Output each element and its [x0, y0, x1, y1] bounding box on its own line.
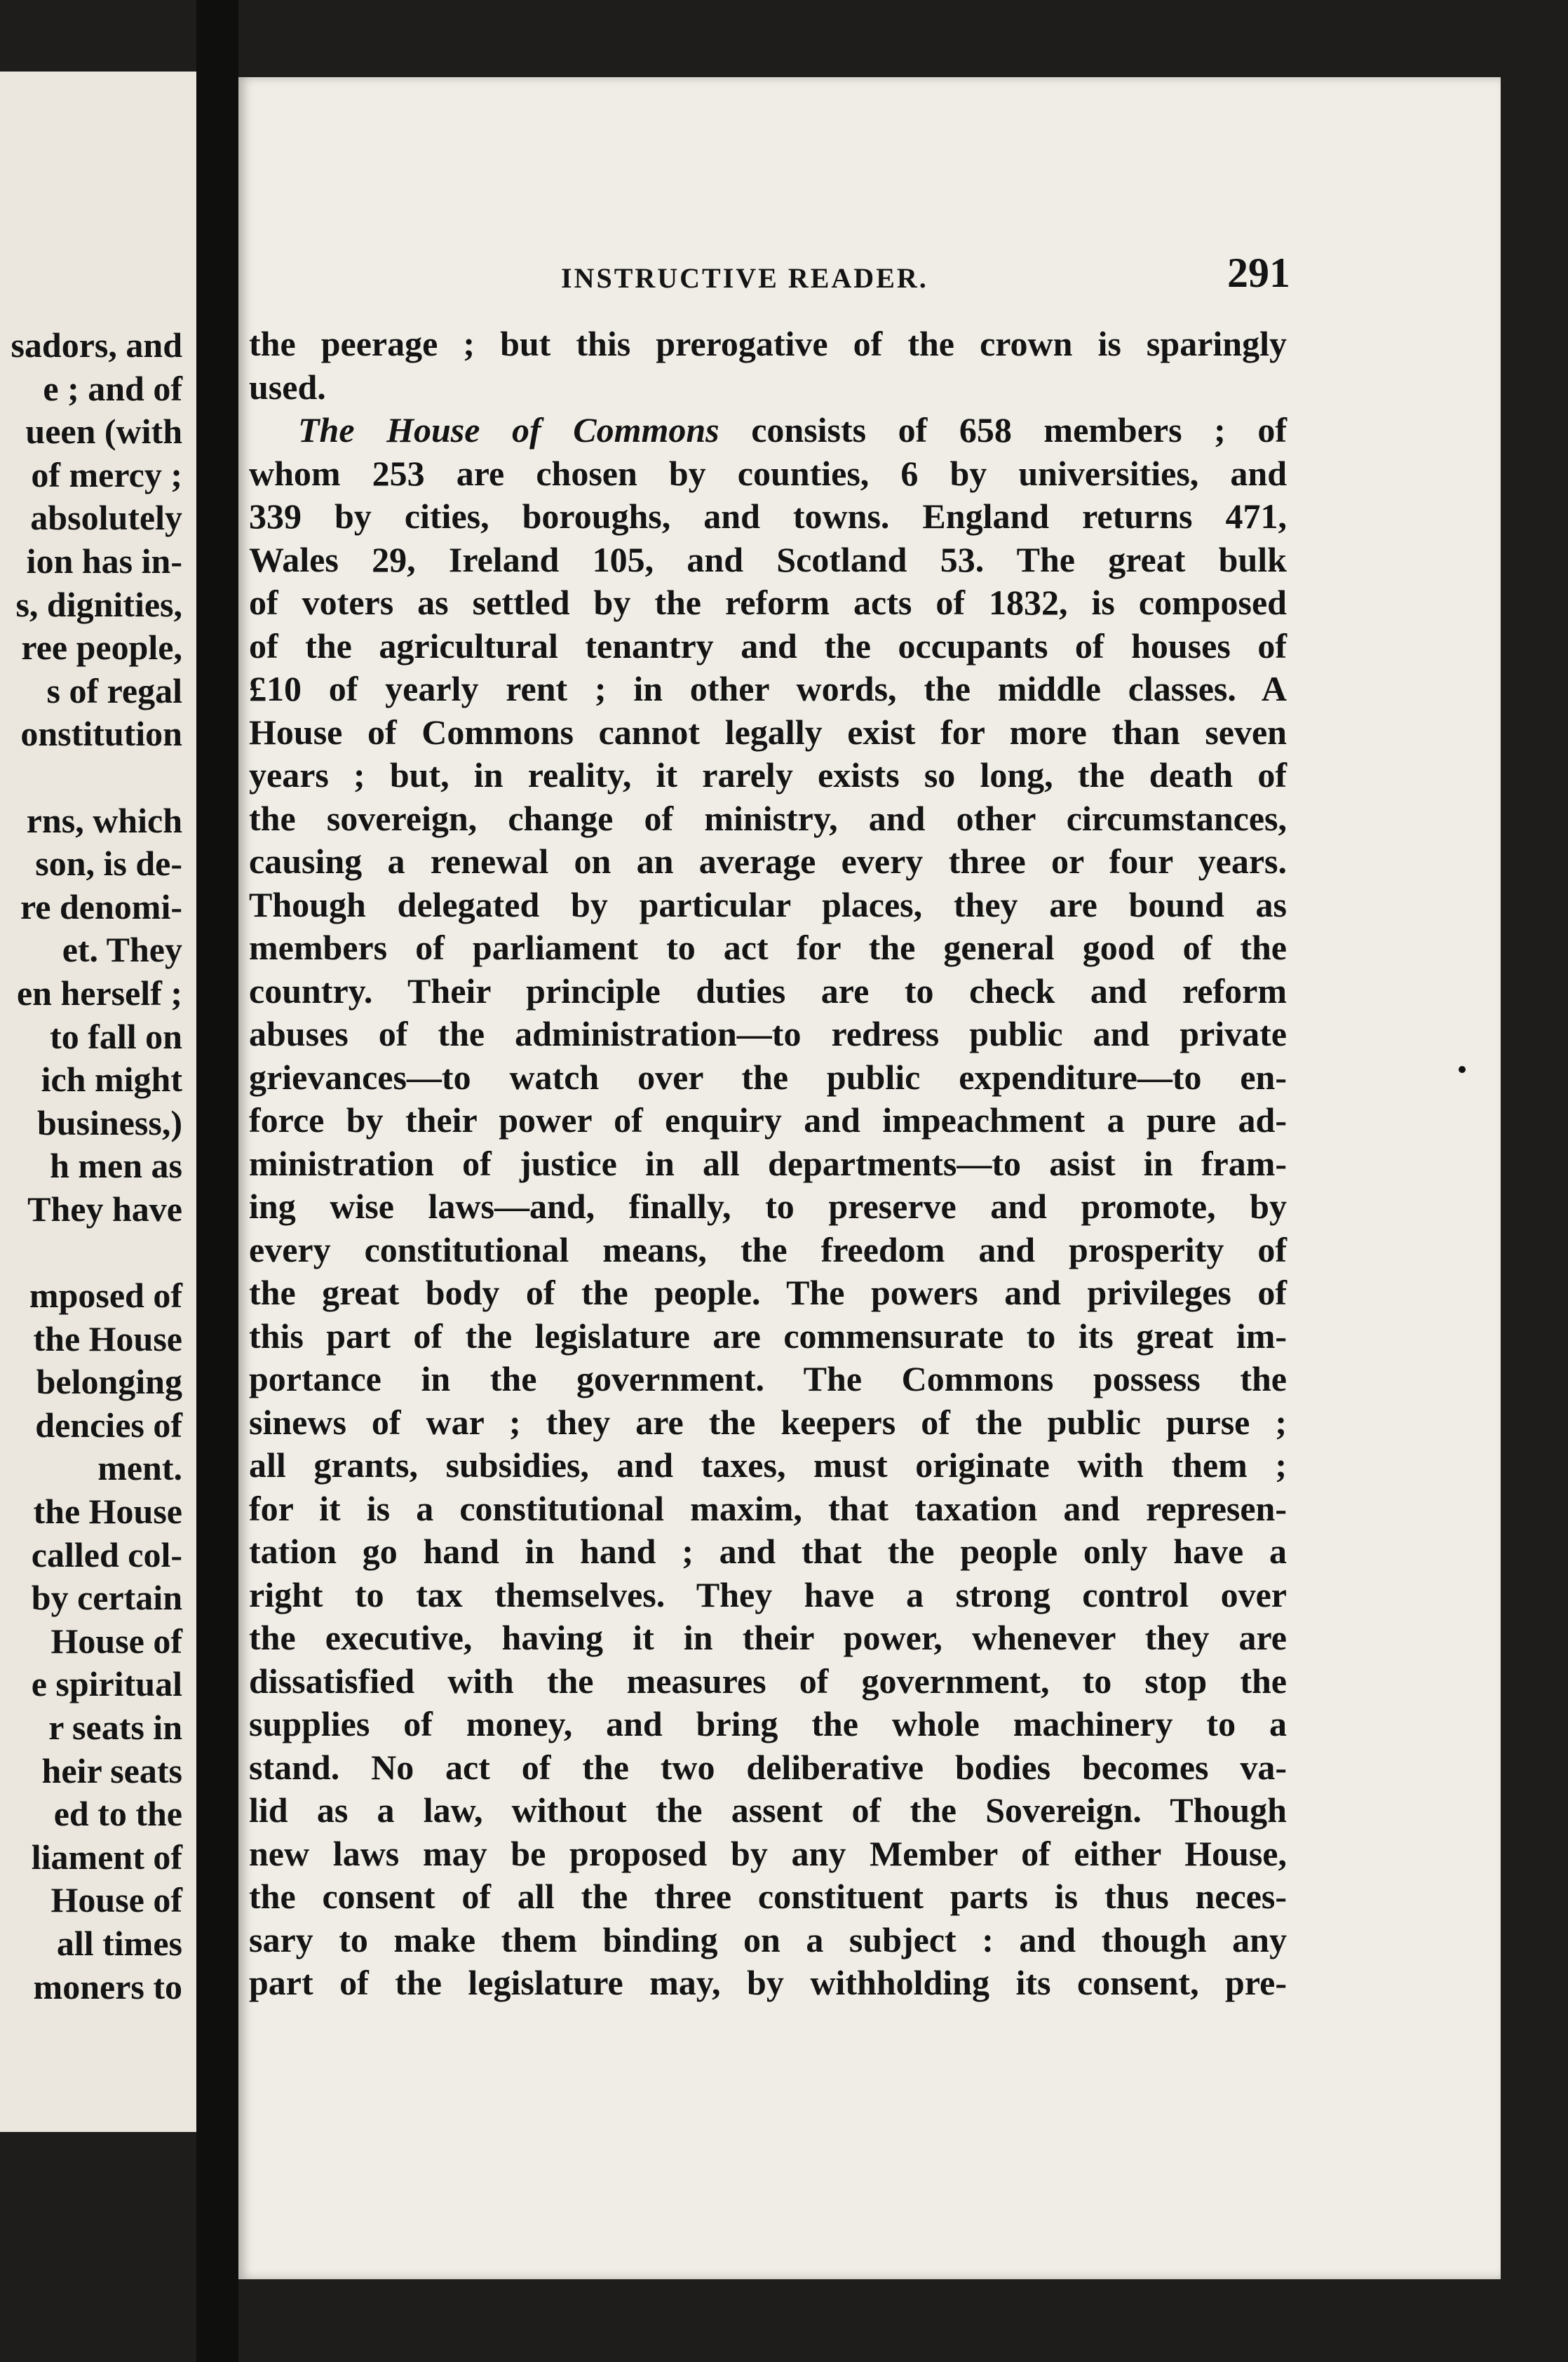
text-line: sary to make them binding on a subject : and though any [249, 1919, 1287, 1959]
left-page-line: ree people, [21, 628, 182, 668]
left-page-line: heir seats [41, 1750, 182, 1790]
left-page-line: s of regal [46, 670, 182, 710]
text-line: of voters as settled by the reform acts of 1832, is composed [249, 583, 1287, 622]
left-page-line: sadors, and [11, 325, 182, 365]
text-line: new laws may be proposed by any Member of either House, [249, 1833, 1287, 1873]
left-page-line: rns, which [26, 800, 182, 840]
text-line: part of the legislature may, by withholding its consent, pre- [249, 1963, 1287, 2002]
left-page-line: ment. [97, 1448, 182, 1488]
text-line: force by their power of enquiry and impeachment a pure ad- [249, 1100, 1287, 1140]
text-line: grievances—to watch over the public expenditure—to en- [249, 1057, 1287, 1097]
left-page-line: liament of [31, 1837, 182, 1877]
text-line: 339 by cities, boroughs, and towns. England returns 471, [249, 497, 1287, 536]
paragraph [249, 452, 1287, 2005]
text-line: £10 of yearly rent ; in other words, the middle classes. A [249, 669, 1287, 708]
left-page-line: the House [33, 1492, 182, 1532]
left-page-line: et. They [62, 930, 182, 970]
left-page-text [0, 324, 182, 2009]
text-line: whom 253 are chosen by counties, 6 by universities, and [249, 453, 1287, 493]
text-line: House of Commons cannot legally exist for more than seven [249, 712, 1287, 752]
left-page-line: ueen (with [25, 412, 182, 452]
text-fragment: consists of 658 members ; of [751, 410, 1287, 450]
left-page-line [0, 1231, 182, 1274]
left-page-line: s, dignities, [15, 584, 182, 624]
left-page-line: ed to the [53, 1794, 182, 1834]
left-page-line: ich might [41, 1060, 182, 1100]
text-line: for it is a constitutional maxim, that taxation and represen- [249, 1488, 1287, 1528]
left-page-line: h men as [50, 1146, 182, 1186]
left-page-line: by certain [31, 1578, 182, 1618]
speck-mark [1459, 1066, 1466, 1073]
text-line: sinews of war ; they are the keepers of the public purse ; [249, 1402, 1287, 1442]
text-line: of the agricultural tenantry and the occupants of houses of [249, 626, 1287, 666]
text-line: lid as a law, without the assent of the Sovereign. Though [249, 1790, 1287, 1830]
left-page-line: r seats in [48, 1708, 182, 1747]
left-page-line: moners to [33, 1966, 182, 2006]
text-line: country. Their principle duties are to check and reform [249, 971, 1287, 1011]
italic-heading: The House of Commons [298, 410, 719, 450]
text-line: dissatisfied with the measures of government, to stop the [249, 1661, 1287, 1701]
text-line: ing wise laws—and, finally, to preserve and promote, by [249, 1187, 1287, 1226]
text-line: Though delegated by particular places, they are bound as [249, 884, 1287, 924]
text-line: Wales 29, Ireland 105, and Scotland 53. The great bulk [249, 539, 1287, 579]
left-page-line [0, 756, 182, 799]
text-line: the peerage ; but this prerogative of the crown is sparingly [249, 324, 1287, 363]
book-gutter [196, 0, 238, 2362]
left-page-line: absolutely [30, 498, 182, 538]
body-text [249, 323, 1287, 2005]
text-line: the sovereign, change of ministry, and other circumstances, [249, 798, 1287, 838]
text-line: this part of the legislature are commensurate to its great im- [249, 1316, 1287, 1356]
text-line: members of parliament to act for the general good of the [249, 928, 1287, 967]
left-page-line: son, is de- [35, 844, 182, 884]
left-page-fragment [0, 72, 196, 2132]
text-line: supplies of money, and bring the whole machinery to a [249, 1704, 1287, 1743]
text-line: right to tax themselves. They have a strong control over [249, 1574, 1287, 1614]
right-page [238, 77, 1501, 2279]
text-line: all grants, subsidies, and taxes, must originate with them ; [249, 1445, 1287, 1485]
paragraph-opening-line [249, 409, 1287, 452]
left-page-line: mposed of [29, 1276, 182, 1316]
left-page-line: belonging [36, 1362, 182, 1402]
left-page-line: business,) [36, 1102, 182, 1142]
left-page-line: House of [50, 1621, 182, 1661]
left-page-line: dencies of [35, 1405, 182, 1445]
left-page-line: en herself ; [16, 973, 182, 1013]
left-page-line: of mercy ; [31, 454, 182, 494]
text-line: the great body of the people. The powers and privileges of [249, 1273, 1287, 1312]
page-header [238, 249, 1501, 312]
text-line: abuses of the administration—to redress public and private [249, 1014, 1287, 1053]
left-page-line: to fall on [50, 1016, 182, 1056]
left-page-line: onstitution [20, 714, 182, 754]
text-line: used. [249, 367, 326, 407]
running-head: INSTRUCTIVE READER. [561, 262, 928, 294]
text-line: stand. No act of the two deliberative bodies becomes va- [249, 1747, 1287, 1787]
text-line: tation go hand in hand ; and that the people only have a [249, 1532, 1287, 1571]
text-line: portance in the government. The Commons possess the [249, 1359, 1287, 1398]
text-line: the executive, having it in their power, whenever they are [249, 1618, 1287, 1657]
text-line: causing a renewal on an average every three or four years. [249, 842, 1287, 881]
left-page-line: e ; and of [43, 368, 182, 408]
page-number: 291 [1227, 250, 1290, 296]
text-line: ministration of justice in all departments—to asist in fram- [249, 1143, 1287, 1183]
left-page-line: They have [27, 1189, 182, 1229]
text-line: the consent of all the three constituent parts is thus neces- [249, 1877, 1287, 1916]
left-page-line: House of [50, 1880, 182, 1920]
left-page-line: re denomi- [20, 886, 182, 926]
left-page-line: e spiritual [31, 1664, 182, 1704]
left-page-line: ion has in- [26, 541, 182, 581]
left-page-line: all times [56, 1923, 182, 1963]
left-page-line: called col- [31, 1534, 182, 1574]
left-page-line: the House [33, 1318, 182, 1358]
text-line: every constitutional means, the freedom and prosperity of [249, 1229, 1287, 1269]
text-line: years ; but, in reality, it rarely exists so long, the death of [249, 755, 1287, 795]
